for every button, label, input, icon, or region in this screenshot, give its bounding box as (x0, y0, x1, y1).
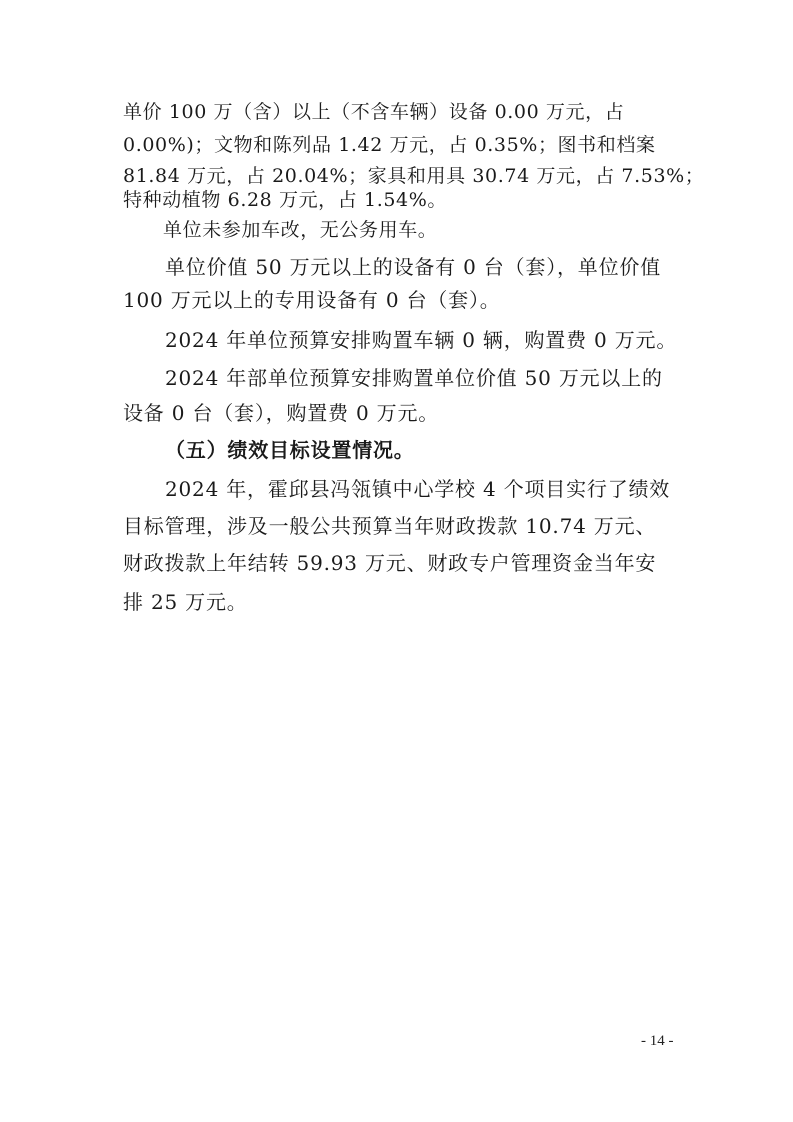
body-text-line: 单位未参加车改，无公务用车。 (163, 219, 438, 241)
body-text-line: 单位价值 50 万元以上的设备有 0 台（套），单位价值 (165, 255, 662, 279)
page-number: - 14 - (641, 1033, 674, 1049)
body-text-line: 100 万元以上的专用设备有 0 台（套）。 (123, 288, 501, 312)
section-heading: （五）绩效目标设置情况。 (165, 438, 415, 462)
body-text-line: 0.00%)；文物和陈列品 1.42 万元，占 0.35%；图书和档案 (123, 134, 656, 156)
body-text-line: 特种动植物 6.28 万元，占 1.54%。 (123, 189, 447, 211)
body-text-line: 财政拨款上年结转 59.93 万元、财政专户管理资金当年安 (123, 551, 657, 575)
body-text-line: 设备 0 台（套），购置费 0 万元。 (123, 401, 440, 425)
body-text-line: 排 25 万元。 (123, 590, 248, 614)
body-text-line: 2024 年单位预算安排购置车辆 0 辆，购置费 0 万元。 (165, 328, 678, 352)
body-text-line: 2024 年部单位预算安排购置单位价值 50 万元以上的 (165, 366, 663, 390)
body-text-line: 81.84 万元，占 20.04%；家具和用具 30.74 万元，占 7.53%； (123, 165, 705, 187)
body-text-line: 2024 年，霍邱县冯瓴镇中心学校 4 个项目实行了绩效 (165, 477, 671, 501)
body-text-line: 目标管理，涉及一般公共预算当年财政拨款 10.74 万元、 (123, 514, 657, 538)
body-text-line: 单价 100 万（含）以上（不含车辆）设备 0.00 万元，占 (123, 101, 625, 123)
